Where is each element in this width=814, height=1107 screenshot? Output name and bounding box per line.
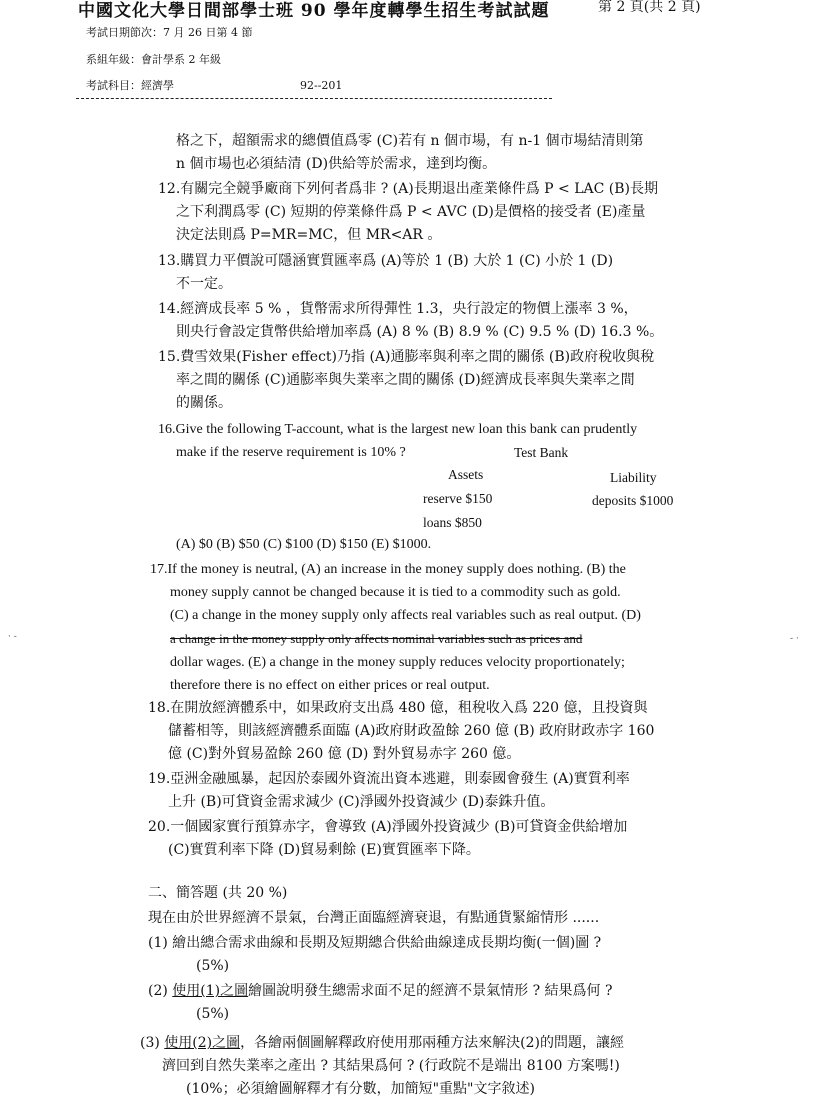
question-17-line3: (C) a change in the money supply only affects real variables such as real output. (D) xyxy=(170,608,641,623)
t-account-assets-header: Assets xyxy=(448,467,484,482)
q11-continuation-line2: n 個市場也必須結清 (D)供給等於需求，達到均衡。 xyxy=(176,156,497,172)
exam-time: 考試日期節次：7 月 26 日第 4 節 xyxy=(86,26,253,39)
exam-code: 92--201 xyxy=(300,79,343,92)
question-15: 15.費雪效果(Fisher effect)乃指 (A)通膨率與利率之間的關係 (B)政府稅收與稅 xyxy=(158,349,655,365)
section-2-heading: 二、簡答題 (共 20 %) xyxy=(148,885,288,901)
q11-continuation-line1: 格之下，超額需求的總價值爲零 (C)若有 n 個市場，有 n-1 個市場結清則第 xyxy=(176,133,644,149)
question-14: 14.經濟成長率 5 % ，貨幣需求所得彈性 1.3，央行設定的物價上漲率 3 %， xyxy=(158,301,638,317)
question-17: 17.If the money is neutral, (A) an increase in the money supply does nothing. (B) the xyxy=(150,562,626,577)
question-12-line3: 決定法則爲 P=MR=MC，但 MR<AR 。 xyxy=(176,227,442,243)
question-17-line2: money supply cannot be changed because it is tied to a commodity such as gold. xyxy=(170,585,621,600)
question-13: 13.購買力平價說可隱涵實質匯率爲 (A)等於 1 (B) 大於 1 (C) 小於 1 (D) xyxy=(158,253,614,269)
question-20-line2: (C)實質利率下降 (D)貿易剩餘 (E)實質匯率下降。 xyxy=(168,842,480,858)
scan-speck: - · xyxy=(790,634,799,644)
t-account-deposits: deposits $1000 xyxy=(592,493,674,508)
page-number: 第 2 頁(共 2 頁) xyxy=(598,0,701,15)
question-18-line3: 億 (C)對外貿易盈餘 260 億 (D) 對外貿易赤字 260 億。 xyxy=(168,746,521,762)
part-2-prefix: (2) xyxy=(148,983,173,999)
part-2-score: (5%) xyxy=(196,1006,230,1022)
part-2-underlined: 使用(1)之圖 xyxy=(172,983,249,999)
question-16: 16.Give the following T-account, what is the largest new loan this bank can prudently xyxy=(158,422,638,437)
question-16-line2: make if the reserve requirement is 10% ? xyxy=(176,445,406,460)
part-3-underlined: 使用(2)之圖 xyxy=(164,1035,241,1051)
part-3-line3: (10%；必須繪圖解釋才有分數，加簡短"重點"文字敘述) xyxy=(186,1081,535,1097)
part-3-line2: 濟回到自然失業率之產出 ? 其結果爲何 ? (行政院不是端出 8100 方案嗎!) xyxy=(162,1058,620,1074)
part-2-text: 繪圖說明發生總需求面不足的經濟不景氣情形 ? 結果爲何 ? xyxy=(248,983,613,999)
scan-speck: · - xyxy=(8,632,17,642)
question-19: 19.亞洲金融風暴，起因於泰國外資流出資本逃避，則泰國會發生 (A)實質利率 xyxy=(148,771,630,787)
question-12-line2: 之下利潤爲零 (C) 短期的停業條件爲 P < AVC (D)是價格的接受者 (E)產量 xyxy=(176,204,646,220)
header-divider xyxy=(76,98,552,99)
question-12: 12.有關完全競爭廠商下列何者爲非 ? (A)長期退出產業條件爲 P < LAC (B)長期 xyxy=(158,181,658,197)
subject: 考試科目：經濟學 xyxy=(86,79,174,92)
t-account-reserve: reserve $150 xyxy=(423,491,493,506)
part-3-prefix: (3) xyxy=(140,1035,165,1051)
part-1-question: (1) 繪出總合需求曲線和長期及短期總合供給曲線達成長期均衡(一個)圖 ? xyxy=(148,935,602,951)
question-17-line5: dollar wages. (E) a change in the money supply reduces velocity proportionately; xyxy=(170,655,625,670)
part-3-question xyxy=(140,1032,624,1055)
question-15-line2: 率之間的關係 (C)通膨率與失業率之間的關係 (D)經濟成長率與失業率之間 xyxy=(176,372,635,388)
question-18: 18.在開放經濟體系中，如果政府支出爲 480 億，租稅收入爲 220 億，且投資與 xyxy=(148,700,648,716)
question-17-line4: a change in the money supply only affects nominal variables such as prices and xyxy=(170,631,583,646)
question-13-line2: 不一定。 xyxy=(176,276,232,292)
part-1-score: (5%) xyxy=(196,958,230,974)
question-20: 20.一個國家實行預算赤字，會導致 (A)淨國外投資減少 (B)可貸資金供給增加 xyxy=(148,819,628,835)
question-14-line2: 則央行會設定貨幣供給增加率爲 (A) 8 % (B) 8.9 % (C) 9.5 % (D) 16.3 %。 xyxy=(176,324,664,340)
question-16-options: (A) $0 (B) $50 (C) $100 (D) $150 (E) $1000. xyxy=(176,537,432,552)
part-3-text: ，各繪兩個圖解釋政府使用那兩種方法來解決(2)的問題，讓經 xyxy=(240,1035,624,1051)
question-19-line2: 上升 (B)可貸資金需求減少 (C)淨國外投資減少 (D)泰銖升值。 xyxy=(168,794,555,810)
t-account-loans: loans $850 xyxy=(423,515,482,530)
question-18-line2: 儲蓄相等，則該經濟體系面臨 (A)政府財政盈餘 260 億 (B) 政府財政赤字 160 xyxy=(168,723,655,739)
part-2-question xyxy=(148,980,613,1003)
question-15-line3: 的關係。 xyxy=(176,395,232,411)
exam-title: 中國文化大學日間部學士班 90 學年度轉學生招生考試試題 xyxy=(78,1,550,21)
t-account-liability-header: Liability xyxy=(610,470,657,485)
t-account-bank-name: Test Bank xyxy=(514,445,569,460)
question-17-line6: therefore there is no effect on either prices or real output. xyxy=(170,678,490,693)
department: 系組年級：會計學系 2 年級 xyxy=(86,53,221,66)
section-2-intro: 現在由於世界經濟不景氣，台灣正面臨經濟衰退，有點通貨緊縮情形 ...... xyxy=(148,910,600,926)
